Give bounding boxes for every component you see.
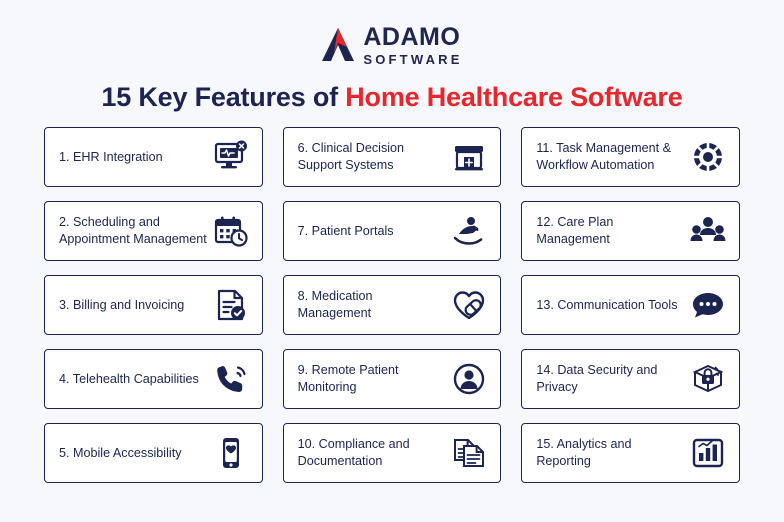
- feature-card[interactable]: [283, 127, 502, 187]
- feature-label: 15. Analytics and Reporting: [536, 437, 632, 468]
- feature-label: 2. Scheduling and Appointment Management: [59, 215, 207, 246]
- feature-card[interactable]: [521, 423, 740, 483]
- document-stack-icon: [450, 434, 488, 472]
- feature-label: 10. Compliance and Documentation: [297, 437, 410, 468]
- feature-label: 11. Task Management & Workflow Automation: [536, 141, 671, 172]
- feature-label: 9. Remote Patient Monitoring: [297, 363, 399, 394]
- calendar-clock-icon: [212, 212, 250, 250]
- feature-card[interactable]: [283, 275, 502, 335]
- feature-card[interactable]: [44, 127, 263, 187]
- adamo-triangle-logo-mark: [321, 27, 355, 63]
- phone-call-icon: [212, 360, 250, 398]
- chat-bubble-icon: [689, 286, 727, 324]
- feature-label: 1. EHR Integration: [59, 149, 163, 164]
- feature-card[interactable]: [44, 423, 263, 483]
- feature-label: 12. Care Plan Management: [536, 215, 614, 246]
- feature-card[interactable]: [521, 275, 740, 335]
- page-title-accent: Home Healthcare Software: [345, 82, 683, 112]
- feature-label: 8. Medication Management: [297, 289, 373, 320]
- feature-label: 5. Mobile Accessibility: [59, 445, 182, 460]
- brand-logo-text: [363, 22, 463, 67]
- invoice-check-icon: [212, 286, 250, 324]
- monitor-health-record-icon: [212, 138, 250, 176]
- database-lock-icon: [689, 360, 727, 398]
- feature-card[interactable]: [521, 127, 740, 187]
- team-group-icon: [689, 212, 727, 250]
- feature-card[interactable]: [283, 201, 502, 261]
- user-circle-monitor-icon: [450, 360, 488, 398]
- clinic-building-icon: [450, 138, 488, 176]
- brand-logo: [44, 22, 740, 68]
- feature-label: 13. Communication Tools: [536, 297, 678, 312]
- feature-label: 14. Data Security and Privacy: [536, 363, 658, 394]
- feature-card[interactable]: [521, 349, 740, 409]
- gear-automation-icon: [689, 138, 727, 176]
- brand-name: ADAMO: [363, 22, 461, 51]
- mobile-phone-icon: [212, 434, 250, 472]
- page-title: [44, 82, 740, 113]
- feature-label: 3. Billing and Invoicing: [59, 297, 185, 312]
- features-grid: [44, 127, 740, 483]
- bar-chart-report-icon: [689, 434, 727, 472]
- feature-label: 4. Telehealth Capabilities: [59, 371, 199, 386]
- brand-tagline: SOFTWARE: [363, 51, 463, 67]
- heart-pill-icon: [450, 286, 488, 324]
- feature-card[interactable]: [521, 201, 740, 261]
- feature-card[interactable]: [44, 275, 263, 335]
- feature-card[interactable]: [283, 423, 502, 483]
- feature-label: 7. Patient Portals: [297, 223, 394, 238]
- feature-card[interactable]: [283, 349, 502, 409]
- page-title-lead: 15 Key Features of: [101, 82, 346, 112]
- feature-card[interactable]: [44, 349, 263, 409]
- patient-care-hand-icon: [450, 212, 488, 250]
- feature-label: 6. Clinical Decision Support Systems: [297, 141, 405, 172]
- feature-card[interactable]: [44, 201, 263, 261]
